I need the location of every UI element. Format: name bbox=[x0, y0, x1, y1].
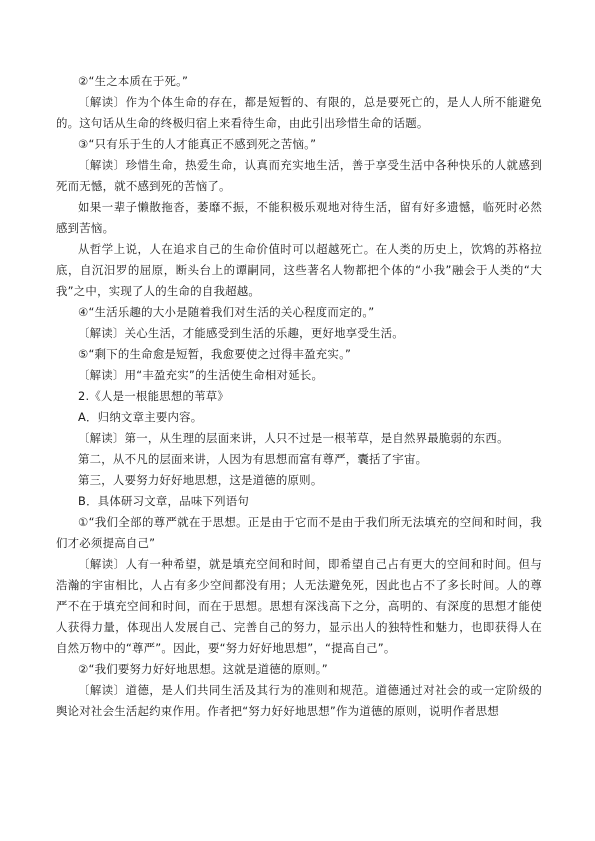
commentary-paragraph: 〔解读〕第一，从生理的层面来讲，人只不过是一根苇草，是自然界最脆弱的东西。 bbox=[78, 431, 509, 445]
body-paragraph: 第二，从不凡的层面来讲，人因为有思想而富有尊严，囊括了宇宙。 bbox=[78, 452, 428, 466]
commentary-paragraph: 〔解读〕珍惜生命，热爱生命，认真而充实地生活，善于享受生活中各种快乐的人就感到死而无憾，就不感到死的苦恼了。 bbox=[56, 158, 542, 193]
quote-paragraph: ④“生活乐趣的大小是随着我们对生活的关心程度而定的。” bbox=[78, 305, 375, 319]
quote-paragraph: ②“我们要努力好好地思想。这就是道德的原则。” bbox=[78, 662, 328, 676]
body-paragraph: 如果一辈子懒散拖沓，萎靡不振，不能积极乐观地对待生活，留有好多遗憾，临死时必然感到苦恼。 bbox=[56, 200, 542, 235]
task-heading: A．归纳文章主要内容。 bbox=[78, 410, 203, 424]
quote-paragraph: ⑤“剩下的生命愈是短暂，我愈要使之过得丰盈充实。” bbox=[78, 347, 352, 361]
commentary-paragraph: 〔解读〕关心生活，才能感受到生活的乐趣，更好地享受生活。 bbox=[78, 326, 404, 340]
quote-paragraph: ②“生之本质在于死。” bbox=[78, 74, 189, 88]
commentary-paragraph: 〔解读〕人有一种希望，就是填充空间和时间，即希望自己占有更大的空间和时间。但与浩瀚的宇宙相比，人占有多少空间都没有用；人无法避免死，因此也占不了多长时间。人的尊严不在于填充空间和时间，而在于思想。思想有深浅高下之分，高明的、有深度的思想才能使人获得力量，体现出人发展自己、完善自己的努力，显示出人的独特性和魅力，也即获得人在自然万物中的“尊严”。因此，要“努力好好地思想”，“提高自己”。 bbox=[56, 557, 542, 655]
task-heading: B．具体研习文章，品味下列语句 bbox=[78, 494, 250, 508]
quote-paragraph: ①“我们全部的尊严就在于思想。正是由于它而不是由于我们所无法填充的空间和时间，我们才必须提高自己” bbox=[56, 515, 542, 550]
commentary-paragraph: 〔解读〕道德，是人们共同生活及其行为的准则和规范。道德通过对社会的或一定阶级的舆论对社会生活起约束作用。作者把“努力好好地思想”作为道德的原则，说明作者思想 bbox=[56, 683, 542, 718]
body-paragraph: 从哲学上说，人在追求自己的生命价值时可以超越死亡。在人类的历史上，饮鸩的苏格拉底，自沉汨罗的屈原，断头台上的谭嗣同，这些著名人物都把个体的“小我”融会于人类的“大我”之中，实现了人的生命的自我超越。 bbox=[56, 242, 542, 298]
quote-paragraph: ③“只有乐于生的人才能真正不感到死之苦恼。” bbox=[78, 137, 317, 151]
commentary-paragraph: 〔解读〕用“丰盈充实”的生活使生命相对延长。 bbox=[78, 368, 324, 382]
commentary-paragraph: 〔解读〕作为个体生命的存在，都是短暂的、有限的，总是要死亡的，是人人所不能避免的。这句话从生命的终极归宿上来看待生命，由此引出珍惜生命的话题。 bbox=[56, 95, 542, 130]
section-heading: 2.《人是一根能思想的苇草》 bbox=[78, 389, 230, 403]
document-body bbox=[56, 71, 542, 722]
body-paragraph: 第三，人要努力好好地思想，这是道德的原则。 bbox=[78, 473, 323, 487]
